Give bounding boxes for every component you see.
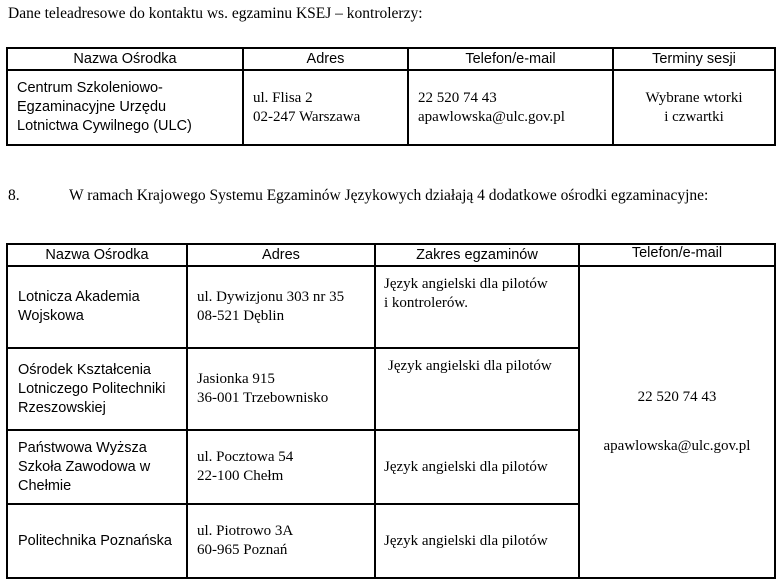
center-name-line: Lotnicza Akademia (18, 289, 140, 305)
exam-scope-line: Język angielski dla pilotów (384, 276, 548, 292)
header-center-name: Nazwa Ośrodka (7, 244, 187, 266)
center-name-line: Szkoła Zawodowa w (18, 458, 151, 475)
exam-scope-line: Język angielski dla pilotów (384, 458, 548, 475)
address-cell (187, 430, 375, 504)
address-line: 36-001 Trzebownisko (197, 390, 329, 406)
address-cell (187, 504, 375, 578)
header-center-name: Nazwa Ośrodka (7, 48, 243, 70)
exam-scope-cell (375, 348, 579, 430)
center-name-line: Egzaminacyjne Urzędu (17, 99, 167, 115)
center-name-line: Chełmie (18, 477, 72, 494)
intro-text: Dane teleadresowe do kontaktu ws. egzaminu KSEJ – kontrolerzy: (8, 5, 423, 22)
phone-number: 22 520 74 43 (637, 389, 717, 405)
address-line: 02-247 Warszawa (253, 108, 361, 125)
exam-scope-line: Język angielski dla pilotów (384, 532, 548, 549)
center-name-cell (7, 504, 187, 578)
header-phone-email: Telefon/e-mail (408, 48, 613, 70)
email-link[interactable]: apawlowska@ulc.gov.pl (603, 438, 751, 454)
contact-cell (408, 70, 613, 145)
center-name-line: Centrum Szkoleniowo- (17, 80, 163, 96)
center-name-line: Politechnika Poznańska (18, 532, 172, 549)
header-address: Adres (243, 48, 408, 70)
center-name-line: Lotniczego Politechniki (18, 380, 166, 397)
center-name-cell (7, 430, 187, 504)
contact-cell (579, 266, 775, 578)
center-name-line: Państwowa Wyższa (18, 439, 147, 456)
table-row (7, 266, 775, 348)
address-line: ul. Piotrowo 3A (197, 523, 294, 539)
paragraph-number: 8. (8, 187, 20, 204)
center-name-line: Wojskowa (18, 308, 84, 324)
address-line: Jasionka 915 (197, 371, 275, 387)
address-line: 60-965 Poznań (197, 542, 288, 558)
sessions-line: Wybrane wtorki (645, 89, 743, 106)
table-row (7, 70, 775, 145)
exam-scope-cell (375, 504, 579, 578)
exam-scope-line: Język angielski dla pilotów (388, 358, 552, 374)
address-line: ul. Flisa 2 (253, 89, 313, 106)
exam-center-table-controllers (6, 47, 776, 146)
center-name-line: Rzeszowskiej (18, 399, 106, 416)
exam-center-table-additional (6, 243, 776, 579)
sessions-cell (613, 70, 775, 145)
header-exam-scope: Zakres egzaminów (375, 244, 579, 266)
address-line: ul. Pocztowa 54 (197, 449, 294, 465)
spacer (580, 407, 774, 437)
address-cell (187, 266, 375, 348)
header-address: Adres (187, 244, 375, 266)
address-line: 22-100 Chełm (197, 468, 284, 484)
center-name-line: Ośrodek Kształcenia (18, 361, 151, 378)
center-name-cell (7, 266, 187, 348)
center-name-cell (7, 70, 243, 145)
sessions-line: i czwartki (664, 108, 724, 125)
exam-scope-cell (375, 430, 579, 504)
address-cell (187, 348, 375, 430)
phone-number: 22 520 74 43 (418, 89, 497, 106)
exam-scope-line: i kontrolerów. (384, 295, 469, 311)
paragraph-text: W ramach Krajowego Systemu Egzaminów Językowych działają 4 dodatkowe ośrodki egzaminacyjne: (69, 187, 709, 204)
center-name-cell (7, 348, 187, 430)
exam-scope-cell (375, 266, 579, 348)
table-header-row (7, 48, 775, 70)
header-phone-email: Telefon/e-mail (579, 244, 775, 266)
header-sessions: Terminy sesji (613, 48, 775, 70)
address-cell (243, 70, 408, 145)
center-name-line: Lotnictwa Cywilnego (ULC) (17, 118, 192, 134)
address-line: ul. Dywizjonu 303 nr 35 (197, 289, 345, 305)
address-line: 08-521 Dęblin (197, 308, 285, 324)
table-header-row (7, 244, 775, 266)
email-link[interactable]: apawlowska@ulc.gov.pl (418, 108, 565, 125)
